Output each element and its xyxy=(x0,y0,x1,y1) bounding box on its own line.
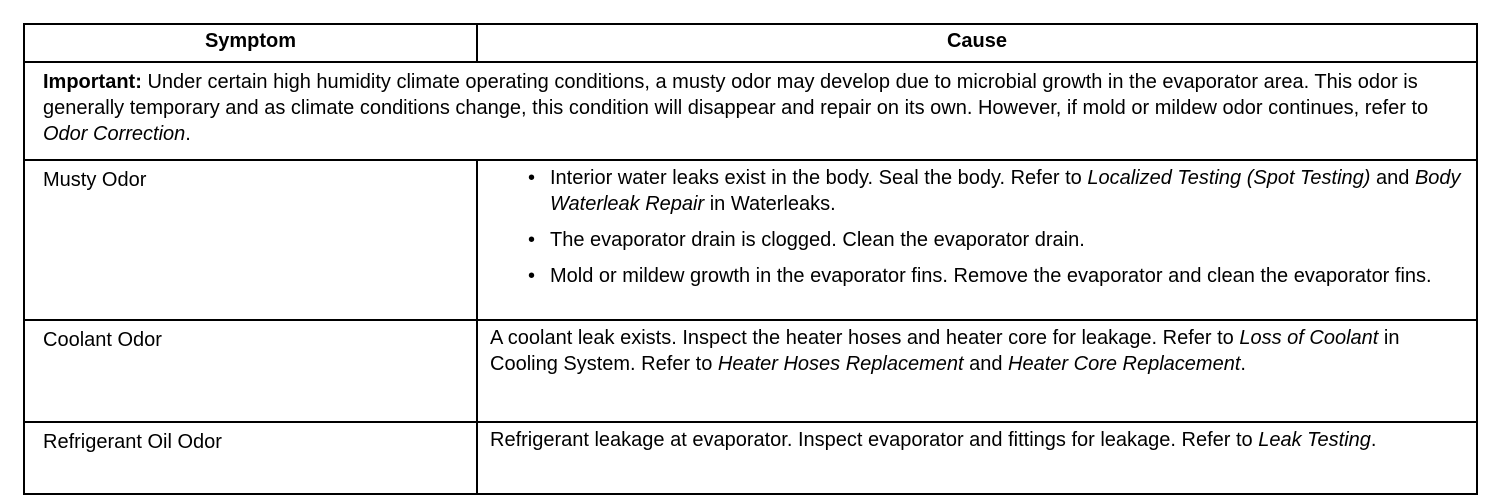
symptom-coolant-odor: Coolant Odor xyxy=(24,320,477,422)
list-item xyxy=(524,165,1464,217)
odor-correction-reference: Odor Correction xyxy=(43,123,186,145)
bullet-icon: • xyxy=(528,167,536,189)
localized-testing-reference: Localized Testing (Spot Testing) xyxy=(1087,167,1371,189)
cause-text: in Waterleaks. xyxy=(704,193,836,215)
body-waterleak-repair-reference: Body Waterleak Repair xyxy=(550,167,1461,215)
cause-refrigerant-oil-odor xyxy=(477,422,1477,494)
heater-core-replacement-reference: Heater Core Replacement xyxy=(1008,353,1241,375)
table-header-row xyxy=(24,24,1477,62)
cause-text: in Cooling System. Refer to xyxy=(490,327,1400,375)
important-label: Important: xyxy=(43,71,142,93)
list-item xyxy=(524,227,1464,253)
important-text: Under certain high humidity climate operating conditions, a musty odor may develop due to microbial growth in the evaporator area. This odor is generally temporary and as climate conditions change, this condition will disappear and repair on its own. However, if mold or mildew odor continues, refer to xyxy=(43,71,1429,119)
important-note-row xyxy=(24,62,1477,160)
important-text-end: . xyxy=(185,123,191,145)
cause-coolant-odor xyxy=(477,320,1477,422)
table-row xyxy=(24,320,1477,422)
cause-column-header: Cause xyxy=(477,24,1477,62)
bullet-icon: • xyxy=(528,265,536,287)
cause-text: . xyxy=(1240,353,1246,375)
heater-hoses-replacement-reference: Heater Hoses Replacement xyxy=(717,353,964,375)
symptom-cause-table xyxy=(23,23,1478,495)
table-row xyxy=(24,160,1477,320)
cause-text: and xyxy=(963,353,1009,375)
cause-text: and xyxy=(1370,167,1415,189)
symptom-column-header: Symptom xyxy=(24,24,477,62)
cause-text: Refrigerant leakage at evaporator. Inspect evaporator and fittings for leakage. Refer to xyxy=(490,429,1259,451)
bullet-icon: • xyxy=(528,229,536,251)
symptom-musty-odor: Musty Odor xyxy=(24,160,477,320)
cause-text: Interior water leaks exist in the body. Seal the body. Refer to xyxy=(550,167,1088,189)
cause-text: A coolant leak exists. Inspect the heater hoses and heater core for leakage. Refer to xyxy=(490,327,1240,349)
cause-text: Mold or mildew growth in the evaporator fins. Remove the evaporator and clean the evaporator fins. xyxy=(550,265,1432,287)
cause-text: The evaporator drain is clogged. Clean the evaporator drain. xyxy=(550,229,1085,251)
cause-musty-odor xyxy=(477,160,1477,320)
cause-bullet-list xyxy=(490,165,1464,289)
list-item xyxy=(524,263,1464,289)
symptom-refrigerant-oil-odor: Refrigerant Oil Odor xyxy=(24,422,477,494)
table-row xyxy=(24,422,1477,494)
important-note xyxy=(24,62,1477,160)
loss-of-coolant-reference: Loss of Coolant xyxy=(1239,327,1379,349)
leak-testing-reference: Leak Testing xyxy=(1258,429,1371,451)
cause-text: . xyxy=(1370,429,1377,451)
